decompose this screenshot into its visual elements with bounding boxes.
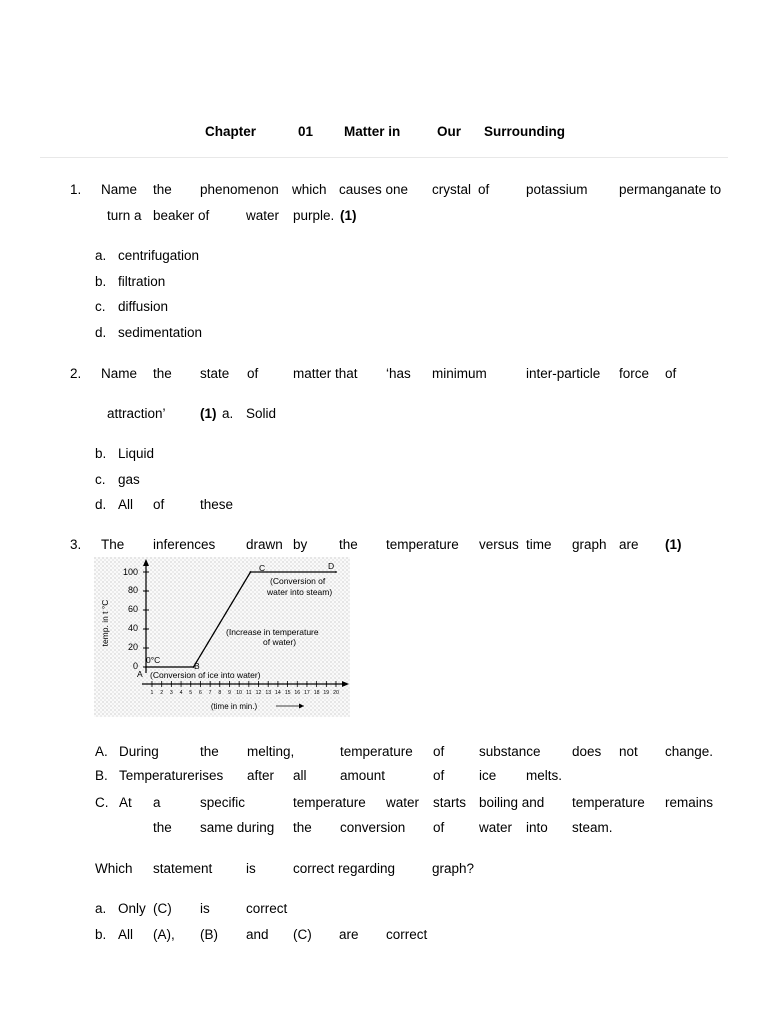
statement-word: of: [433, 768, 445, 783]
question-word: the: [153, 366, 172, 381]
option-text: these: [200, 497, 234, 512]
option-word: Only: [118, 901, 146, 916]
statement-word: of: [433, 820, 445, 835]
question-word: inferences: [153, 537, 216, 552]
question-number: 2.: [70, 366, 82, 381]
prompt-word: correct regarding: [293, 861, 396, 876]
option-text: of: [153, 497, 165, 512]
title-word: Surrounding: [484, 124, 565, 139]
annotation-steam: water into steam): [267, 587, 333, 597]
statement-word: amount: [340, 768, 386, 783]
option-word: (C): [293, 927, 312, 942]
x-tick-label: 6: [198, 690, 202, 696]
question-word: causes one: [339, 182, 409, 197]
statement-word: melts.: [526, 768, 563, 783]
statement-word: same during: [200, 820, 275, 835]
statement-word: melting,: [247, 744, 295, 759]
question-word: versus: [479, 537, 519, 552]
x-tick-label: 12: [255, 690, 262, 696]
question-word: potassium: [526, 182, 588, 197]
prompt-word: statement: [153, 861, 213, 876]
option-letter: b.: [95, 274, 107, 289]
option-text: gas: [118, 472, 140, 487]
statement-letter: A.: [95, 744, 108, 759]
data-point: [145, 666, 147, 668]
question-word: by: [293, 537, 308, 552]
annotation-steam: (Conversion of: [270, 576, 326, 586]
option-text: Solid: [246, 406, 277, 421]
y-tick-label: 40: [127, 623, 138, 633]
annotation-rise: of water): [263, 637, 297, 647]
option-letter: a.: [222, 406, 234, 421]
question-word: beaker of: [153, 208, 210, 223]
y-tick-label: 20: [127, 642, 138, 652]
x-tick-label: 7: [208, 690, 212, 696]
question-word: attraction’: [107, 406, 166, 421]
option-word: (B): [200, 927, 218, 942]
option-word: correct: [246, 901, 288, 916]
x-axis-label: (time in min.): [210, 702, 258, 711]
option-letter: a.: [95, 248, 107, 263]
statement-word: conversion: [340, 820, 406, 835]
statement-word: the: [200, 744, 219, 759]
statement-word: change.: [665, 744, 714, 759]
statement-word: temperature: [293, 795, 366, 810]
x-tick-label: 10: [236, 690, 243, 696]
x-tick-label: 14: [275, 690, 281, 696]
question-word: crystal: [432, 182, 472, 197]
x-tick-label: 20: [333, 690, 339, 696]
statement-word: water: [386, 795, 420, 810]
question-word: matter that: [293, 366, 358, 381]
question-word: which: [292, 182, 327, 197]
statement-word: the: [293, 820, 312, 835]
question-word: graph: [572, 537, 607, 552]
point-label-c: C: [259, 563, 266, 573]
question-number: 3.: [70, 537, 82, 552]
title-word: Chapter: [205, 124, 257, 139]
x-tick-label: 15: [284, 690, 291, 696]
x-tick-label: 4: [179, 690, 183, 696]
prompt-word: Which: [95, 861, 133, 876]
statement-word: all: [293, 768, 307, 783]
question-number: 1.: [70, 182, 82, 197]
option-word: (A),: [153, 927, 175, 942]
graph-svg: [94, 557, 350, 717]
point-label-b: B: [194, 661, 200, 671]
question-word: state: [200, 366, 230, 381]
option-word: are: [339, 927, 359, 942]
option-text: centrifugation: [118, 248, 200, 263]
option-letter: c.: [95, 472, 106, 487]
question-word: phenomenon: [200, 182, 279, 197]
question-word: are: [619, 537, 639, 552]
statement-letter: B.: [95, 768, 108, 783]
question-word: ‘has: [386, 366, 411, 381]
annotation-rise: (Increase in temperature: [226, 627, 319, 637]
statement-word: a: [153, 795, 161, 810]
question-word: the: [153, 182, 172, 197]
question-word: of: [665, 366, 677, 381]
option-letter: b.: [95, 927, 107, 942]
title-word: 01: [298, 124, 314, 139]
option-letter: c.: [95, 299, 106, 314]
x-tick-label: 13: [265, 690, 272, 696]
option-word: All: [118, 927, 134, 942]
statement-word: of: [433, 744, 445, 759]
option-word: correct: [386, 927, 428, 942]
y-axis-label: temp. in t °C: [100, 599, 110, 647]
x-tick-label: 16: [294, 690, 301, 696]
x-tick-label: 11: [246, 690, 252, 696]
statement-word: remains: [665, 795, 714, 810]
statement-word: steam.: [572, 820, 613, 835]
question-word: temperature: [386, 537, 459, 552]
option-text: diffusion: [118, 299, 169, 314]
question-word: force: [619, 366, 650, 381]
option-letter: d.: [95, 325, 107, 340]
question-word: Name: [101, 182, 138, 197]
header-divider: [40, 157, 728, 158]
question-word: turn a: [107, 208, 142, 223]
option-word: (C): [153, 901, 172, 916]
temperature-time-graph: [94, 557, 350, 717]
marks-label: (1): [340, 208, 357, 223]
question-word: inter-particle: [526, 366, 601, 381]
question-word: permanganate to: [619, 182, 722, 197]
statement-word: Temperaturerises: [119, 768, 224, 783]
question-word: Name: [101, 366, 138, 381]
title-word: Matter in: [344, 124, 401, 139]
x-tick-label: 9: [228, 690, 231, 696]
x-tick-label: 18: [313, 690, 320, 696]
prompt-word: is: [246, 861, 256, 876]
statement-letter: C.: [95, 795, 109, 810]
statement-word: substance: [479, 744, 541, 759]
x-tick-label: 5: [189, 690, 193, 696]
title-word: Our: [437, 124, 462, 139]
option-letter: a.: [95, 901, 107, 916]
statement-word: the: [153, 820, 172, 835]
question-word: minimum: [432, 366, 487, 381]
question-word: time: [526, 537, 552, 552]
x-tick-label: 17: [304, 690, 310, 696]
marks-label: (1): [665, 537, 682, 552]
statement-word: ice: [479, 768, 497, 783]
y-tick-label: 100: [122, 567, 138, 577]
option-word: and: [246, 927, 269, 942]
statement-word: During: [119, 744, 159, 759]
option-letter: b.: [95, 446, 107, 461]
x-tick-label: 1: [150, 690, 154, 696]
option-text: filtration: [118, 274, 166, 289]
option-letter: d.: [95, 497, 107, 512]
option-text: Liquid: [118, 446, 155, 461]
point-label-a: A: [137, 669, 143, 679]
option-text: sedimentation: [118, 325, 203, 340]
x-tick-label: 19: [323, 690, 330, 696]
question-word: the: [339, 537, 358, 552]
question-word: water: [246, 208, 280, 223]
y-tick-label: 0: [132, 661, 138, 671]
statement-word: does: [572, 744, 602, 759]
prompt-word: graph?: [432, 861, 475, 876]
statement-word: specific: [200, 795, 246, 810]
question-word: of: [247, 366, 259, 381]
x-tick-label: 2: [160, 690, 164, 696]
statement-word: temperature: [340, 744, 413, 759]
statement-word: starts: [433, 795, 467, 810]
question-word: The: [101, 537, 125, 552]
x-tick-label: 8: [218, 690, 222, 696]
question-word: of: [478, 182, 490, 197]
marks-label: (1): [200, 406, 217, 421]
zero-celsius-label: 0°C: [146, 655, 161, 665]
x-tick-label: 3: [169, 690, 173, 696]
point-label-d: D: [328, 561, 335, 571]
question-word: purple.: [293, 208, 335, 223]
question-word: drawn: [246, 537, 283, 552]
y-tick-label: 60: [127, 604, 138, 614]
data-point: [250, 571, 252, 573]
annotation-ice: (Conversion of ice into water): [150, 670, 261, 680]
option-text: All: [118, 497, 134, 512]
data-point: [335, 571, 337, 573]
statement-word: boiling and: [479, 795, 545, 810]
statement-word: temperature: [572, 795, 645, 810]
statement-word: after: [247, 768, 275, 783]
statement-word: not: [619, 744, 638, 759]
y-tick-label: 80: [127, 585, 138, 595]
option-word: is: [200, 901, 210, 916]
statement-word: into: [526, 820, 548, 835]
statement-word: At: [119, 795, 132, 810]
statement-word: water: [479, 820, 513, 835]
